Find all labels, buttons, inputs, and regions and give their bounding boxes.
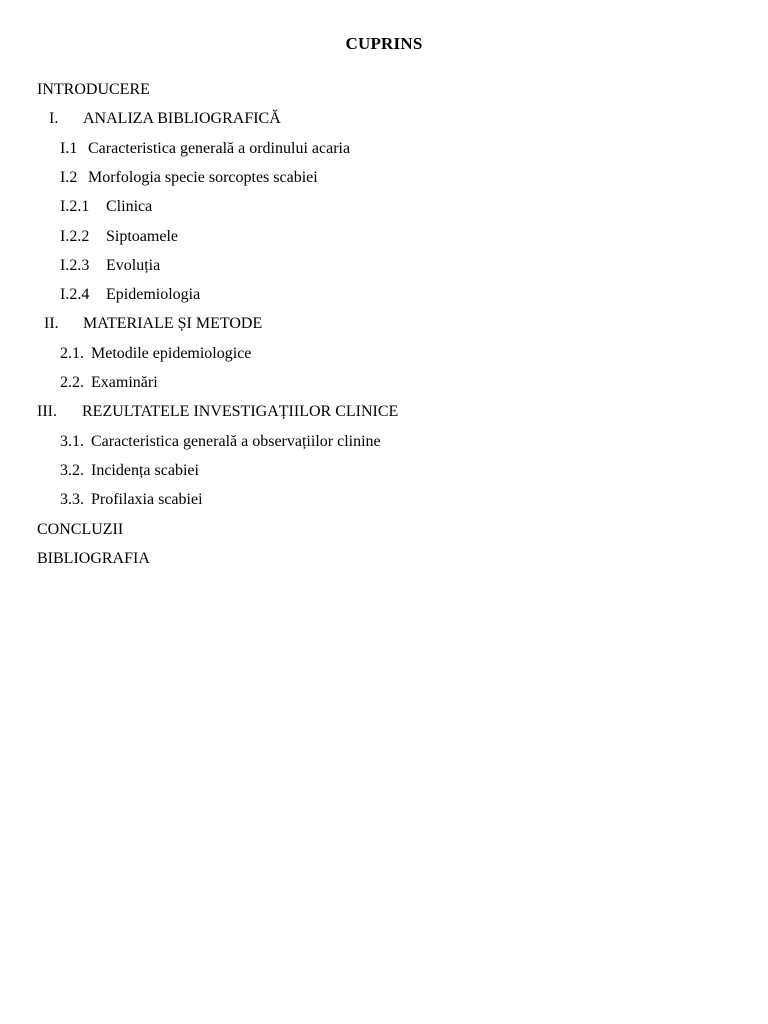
toc-entry-label: INTRODUCERE bbox=[37, 81, 150, 98]
toc-entry bbox=[49, 107, 281, 131]
toc-entry-label: Profilaxia scabiei bbox=[91, 491, 203, 509]
toc-entry-number: 2.2. bbox=[60, 374, 84, 391]
toc-entry-number: II. bbox=[44, 315, 59, 333]
toc-entry bbox=[37, 78, 150, 102]
toc-entry-label: Caracteristica generală a ordinului acaria bbox=[88, 139, 351, 157]
toc-entry bbox=[60, 137, 350, 161]
toc-entry-number: 3.2. bbox=[60, 461, 84, 479]
toc-entry bbox=[60, 342, 251, 366]
toc-entry-label: Incidența scabiei bbox=[91, 461, 199, 479]
toc-entry-number: 2.1. bbox=[60, 344, 84, 362]
toc-entry-label: BIBLIOGRAFIA bbox=[37, 549, 150, 567]
toc-entry bbox=[60, 283, 200, 307]
toc-entry bbox=[37, 400, 398, 424]
toc-entry-label: ANALIZA BIBLIOGRAFICĂ bbox=[83, 110, 281, 128]
toc-entry-label: Clinica bbox=[106, 198, 153, 216]
toc-entry-label: MATERIALE ȘI METODE bbox=[83, 315, 263, 333]
toc-entry bbox=[60, 488, 203, 512]
toc-entry bbox=[60, 225, 178, 249]
toc-entry-label: Examinări bbox=[91, 374, 158, 391]
toc-entry bbox=[60, 195, 152, 219]
toc-entry-label: Caracteristica generală a observațiilor clinine bbox=[91, 432, 381, 450]
toc-entry-label: CONCLUZII bbox=[37, 520, 124, 538]
toc-entry-label: Morfologia specie sorcoptes scabiei bbox=[88, 168, 318, 186]
toc-entry bbox=[60, 166, 318, 190]
toc-entry-number: III. bbox=[37, 403, 57, 421]
toc-entry-label: Siptoamele bbox=[106, 227, 178, 245]
toc-entry bbox=[60, 371, 158, 395]
toc-entry-label: Evoluția bbox=[106, 256, 161, 274]
toc-entry-label: Metodile epidemiologice bbox=[91, 344, 252, 362]
toc-entry-label: REZULTATELE INVESTIGAȚIILOR CLINICE bbox=[82, 403, 399, 421]
toc-entry bbox=[44, 312, 262, 336]
toc-entry-label: Epidemiologia bbox=[106, 286, 201, 304]
toc-entry bbox=[37, 547, 150, 571]
toc-entry-number: 3.1. bbox=[60, 432, 84, 450]
toc-entry-number: I.1 bbox=[60, 139, 78, 157]
toc-entry-number: 3.3. bbox=[60, 491, 84, 509]
toc-entry-number: I.2.4 bbox=[60, 286, 90, 304]
toc-entry-number: I. bbox=[49, 110, 59, 128]
toc-entry-number: I.2 bbox=[60, 168, 78, 186]
toc-entry bbox=[60, 459, 199, 483]
toc-entry bbox=[37, 518, 123, 542]
toc-entry bbox=[60, 254, 160, 278]
toc-entry-number: I.2.2 bbox=[60, 227, 90, 245]
toc-entry-number: I.2.1 bbox=[60, 198, 90, 216]
toc-entry-number: I.2.3 bbox=[60, 256, 90, 274]
page-title: CUPRINS bbox=[345, 34, 423, 53]
toc-entry bbox=[60, 430, 381, 454]
